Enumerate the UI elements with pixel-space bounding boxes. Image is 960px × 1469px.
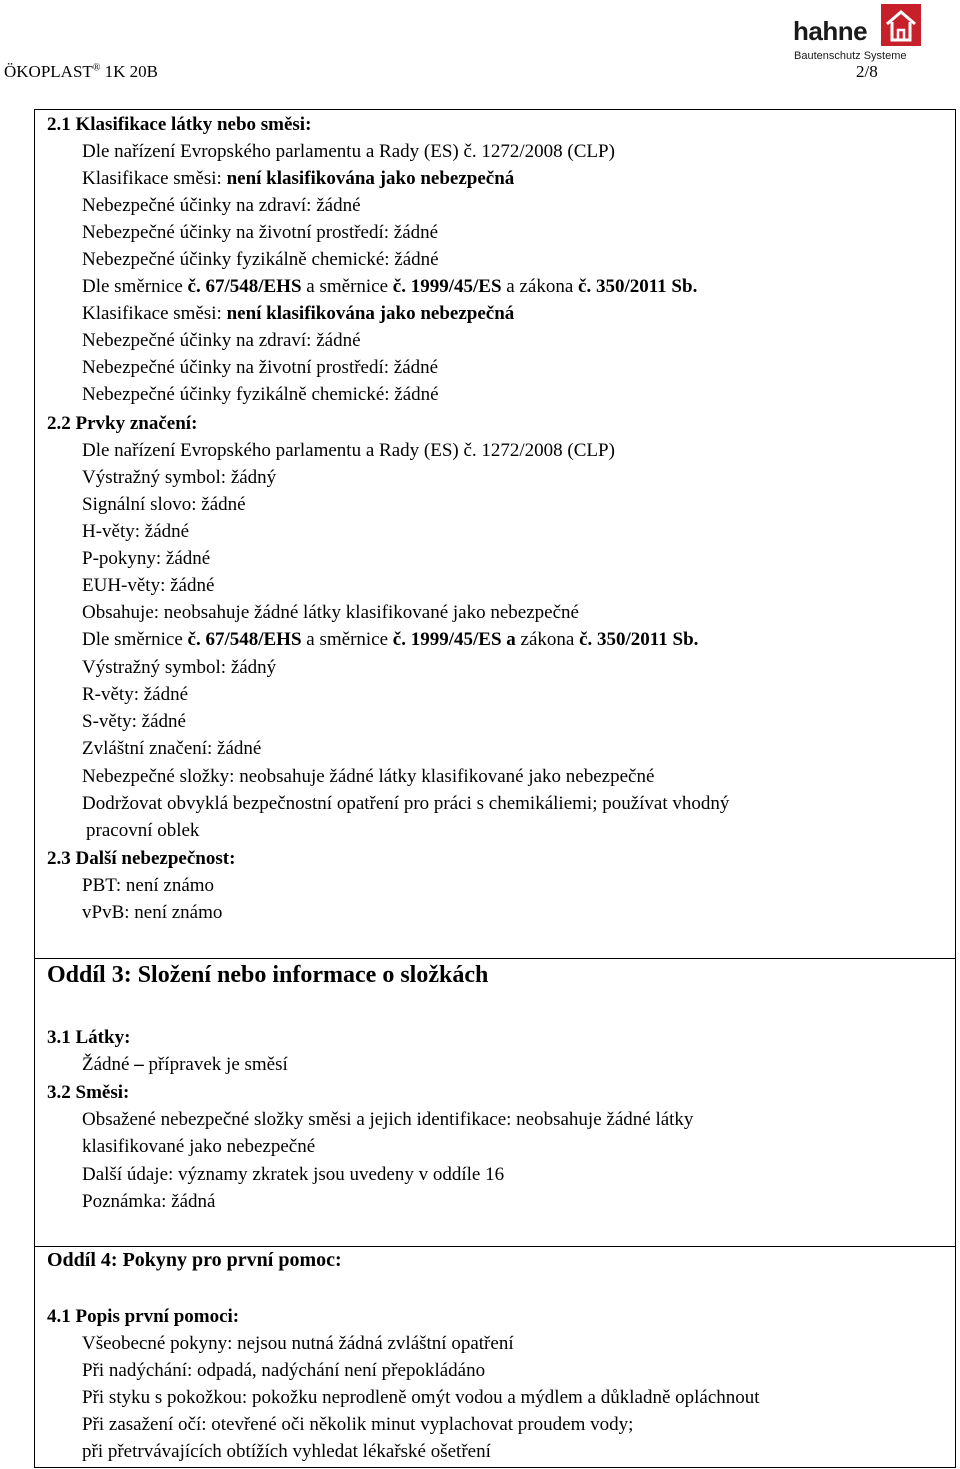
text: č. 1999/45/ES a: [392, 629, 516, 650]
text: č. 350/2011 Sb.: [579, 629, 699, 650]
classification-line-2: [82, 300, 514, 327]
directive-line-2: [82, 626, 698, 653]
logo-subtitle: Bautenschutz Systeme: [794, 50, 907, 62]
pbt: PBT: není známo: [82, 875, 215, 896]
text: Žádné: [82, 1054, 130, 1075]
heading-3-2: 3.2 Směsi:: [47, 1082, 130, 1103]
health-effects: Nebezpečné účinky na zdraví: žádné: [82, 195, 361, 216]
directive-line: [82, 273, 697, 300]
heading-2-3: 2.3 Další nebezpečnost:: [47, 848, 236, 869]
heading-3-1: 3.1 Látky:: [47, 1027, 131, 1048]
clp-regulation: Dle nařízení Evropského parlamentu a Rady (ES) č. 1272/2008 (CLP): [82, 141, 615, 162]
environment-effects-2: Nebezpečné účinky na životní prostředí: žádné: [82, 357, 439, 378]
euh-statements: EUH-věty: žádné: [82, 575, 215, 596]
substances-line: [82, 1051, 288, 1078]
section-4-title: Oddíl 4: Pokyny pro první pomoc:: [47, 1249, 342, 1271]
mixture-components-cont: klasifikované jako nebezpečné: [82, 1136, 316, 1157]
document-title: [4, 62, 158, 82]
logo-name: hahne: [793, 16, 868, 46]
safety-measures-cont: pracovní oblek: [86, 820, 200, 841]
p-statements: P-pokyny: žádné: [82, 548, 211, 569]
heading-2-1: 2.1 Klasifikace látky nebo směsi:: [47, 114, 312, 135]
r-phrases: R-věty: žádné: [82, 684, 189, 705]
eye-contact: Při zasažení očí: otevřené oči několik minut vyplachovat proudem vody;: [82, 1414, 634, 1435]
value: není klasifikována jako nebezpečná: [226, 303, 515, 324]
heading-4-1: 4.1 Popis první pomoci:: [47, 1306, 240, 1327]
health-effects-2: Nebezpečné účinky na zdraví: žádné: [82, 330, 361, 351]
text: č. 67/548/EHS: [187, 629, 302, 650]
text: Dle směrnice: [82, 276, 188, 297]
hahne-logo: [793, 4, 928, 62]
dash: –: [129, 1054, 149, 1075]
environment-effects: Nebezpečné účinky na životní prostředí: žádné: [82, 222, 439, 243]
h-statements: H-věty: žádné: [82, 521, 190, 542]
label: Klasifikace směsi:: [82, 303, 227, 324]
label: Klasifikace směsi:: [82, 168, 227, 189]
text: a směrnice: [301, 276, 393, 297]
vpvb: vPvB: není známo: [82, 902, 223, 923]
product-code: 1K 20B: [104, 62, 159, 81]
safety-measures: Dodržovat obvyklá bezpečnostní opatření pro práci s chemikáliemi; používat vhodný: [82, 793, 730, 814]
special-labelling: Zvláštní značení: žádné: [82, 738, 262, 759]
skin-contact: Při styku s pokožkou: pokožku neprodleně omýt vodou a mýdlem a důkladně opláchnout: [82, 1387, 760, 1408]
text: č. 1999/45/ES: [392, 276, 502, 297]
house-logo-icon: [881, 4, 921, 46]
text: č. 350/2011 Sb.: [578, 276, 698, 297]
signal-word: Signální slovo: žádné: [82, 494, 246, 515]
hazardous-components: Nebezpečné složky: neobsahuje žádné látky klasifikované jako nebezpečné: [82, 766, 655, 787]
clp-regulation-2: Dle nařízení Evropského parlamentu a Rady (ES) č. 1272/2008 (CLP): [82, 440, 615, 461]
value: není klasifikována jako nebezpečná: [226, 168, 515, 189]
warning-symbol: Výstražný symbol: žádný: [82, 467, 277, 488]
text: přípravek je směsí: [148, 1054, 288, 1075]
general-advice: Všeobecné pokyny: nejsou nutná žádná zvláštní opatření: [82, 1333, 514, 1354]
note: Poznámka: žádná: [82, 1191, 216, 1212]
registered-mark: ®: [92, 62, 101, 74]
inhalation: Při nadýchání: odpadá, nadýchání není přepokládáno: [82, 1360, 486, 1381]
warning-symbol-2: Výstražný symbol: žádný: [82, 657, 277, 678]
text: a směrnice: [301, 629, 393, 650]
contains: Obsahuje: neobsahuje žádné látky klasifikované jako nebezpečné: [82, 602, 579, 623]
s-phrases: S-věty: žádné: [82, 711, 186, 732]
text: zákona: [515, 629, 580, 650]
classification-line: [82, 165, 514, 192]
text: Dle směrnice: [82, 629, 188, 650]
text: č. 67/548/EHS: [187, 276, 302, 297]
mixture-components: Obsažené nebezpečné složky směsi a jejich identifikace: neobsahuje žádné látky: [82, 1109, 694, 1130]
section-3-title: Oddíl 3: Složení nebo informace o složkách: [47, 962, 489, 988]
text: a zákona: [501, 276, 579, 297]
heading-2-2: 2.2 Prvky značení:: [47, 413, 198, 434]
eye-contact-cont: při přetrvávajících obtížích vyhledat lékařské ošetření: [82, 1441, 491, 1462]
page-number: 2/8: [856, 62, 878, 81]
physical-effects-2: Nebezpečné účinky fyzikálně chemické: žádné: [82, 384, 439, 405]
physical-effects: Nebezpečné účinky fyzikálně chemické: žádné: [82, 249, 439, 270]
additional-info: Další údaje: významy zkratek jsou uvedeny v oddíle 16: [82, 1164, 505, 1185]
product-name: ÖKOPLAST: [4, 62, 93, 81]
